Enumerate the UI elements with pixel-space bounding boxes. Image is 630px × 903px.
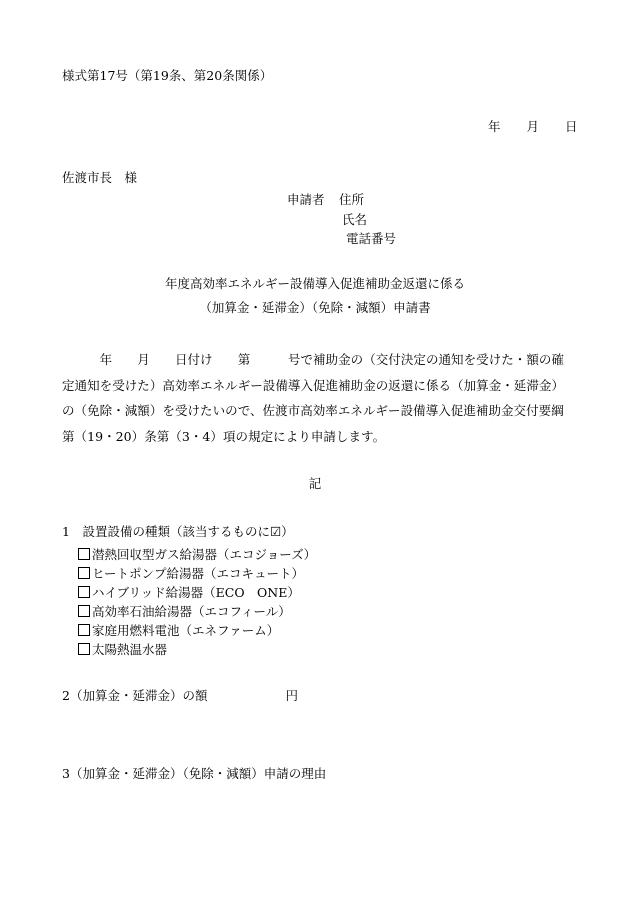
checkbox-icon[interactable] [78, 586, 90, 598]
list-item[interactable] [78, 642, 316, 661]
section1-title: 1 設置設備の種類（該当するものに☑） [62, 524, 294, 539]
yen-unit: 円 [285, 688, 298, 703]
list-item[interactable] [78, 623, 316, 642]
equipment-label: 家庭用燃料電池（エネファーム） [92, 623, 280, 638]
document-title-line1: 年度高効率エネルギー設備導入促進補助金返還に係る [164, 276, 465, 291]
checkbox-icon[interactable] [78, 548, 90, 560]
equipment-list [78, 547, 316, 661]
ki-heading: 記 [308, 476, 322, 491]
equipment-label: ヒートポンプ給湯器（エコキュート） [92, 566, 305, 581]
checkbox-icon[interactable] [78, 643, 90, 655]
date-day: 日 [565, 119, 578, 134]
list-item[interactable] [78, 604, 316, 623]
equipment-label: 潜熱回収型ガス給湯器（エコジョーズ） [92, 547, 317, 562]
equipment-label: ハイブリッド給湯器（ECO ONE） [92, 585, 300, 600]
list-item[interactable] [78, 566, 316, 585]
name-label: 氏名 [342, 212, 368, 227]
checkbox-icon[interactable] [78, 567, 90, 579]
list-item[interactable] [78, 585, 316, 604]
address-label: 住所 [339, 192, 365, 207]
date-line [488, 119, 578, 134]
applicant-role: 申請者 [287, 192, 325, 207]
phone-label: 電話番号 [346, 231, 397, 246]
section2-amount [62, 688, 298, 703]
checkbox-icon[interactable] [78, 605, 90, 617]
applicant-block [287, 192, 364, 212]
form-number: 様式第17号（第19条、第20条関係） [62, 68, 273, 83]
checkbox-icon[interactable] [78, 624, 90, 636]
document-title-line2: （加算金・延滞金）（免除・減額）申請書 [199, 300, 431, 315]
list-item[interactable] [78, 547, 316, 566]
equipment-label: 太陽熱温水器 [92, 642, 168, 657]
section2-label: 2（加算金・延滞金）の額 [62, 688, 208, 703]
date-month: 月 [526, 119, 540, 134]
equipment-label: 高効率石油給湯器（エコフィール） [92, 604, 291, 619]
addressee: 佐渡市長 様 [62, 170, 138, 185]
section3-reason: 3（加算金・延滞金）（免除・減額）申請の理由 [62, 766, 327, 781]
body-paragraph: 年 月 日付け 第 号で補助金の（交付決定の通知を受けた・額の確定通知を受けた）高効率エネルギー設備導入促進補助金の返還に係る（加算金・延滞金）の（免除・減額）を受けたいので、佐渡市高効率エネルギー設備導入促進補助金交付要綱第（19・20）条第（3・4）項の規定により申請します。 [62, 352, 565, 444]
date-year: 年 [488, 119, 501, 134]
